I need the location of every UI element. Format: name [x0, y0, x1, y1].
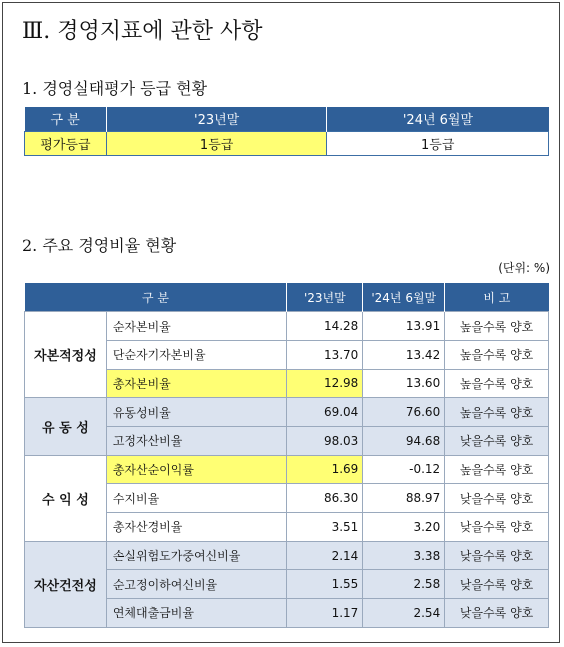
ratio-value-23: 98.03: [287, 426, 363, 455]
rating-header-category: 구 분: [25, 107, 107, 131]
ratio-note: 높을수록 양호: [445, 455, 549, 484]
ratio-value-23: 2.14: [287, 541, 363, 570]
unit-label: (단위: %): [498, 261, 550, 275]
ratio-item: 총자본비율: [106, 369, 287, 398]
section2-heading: 2. 주요 경영비율 현황: [22, 236, 177, 255]
group-label: 자산건전성: [25, 541, 107, 627]
ratio-value-23: 3.51: [287, 513, 363, 542]
ratio-value-23: 1.17: [287, 599, 363, 628]
ratio-item: 총자산경비율: [106, 513, 287, 542]
ratio-value-23: 12.98: [287, 369, 363, 398]
rating-table: [24, 107, 549, 156]
section1-heading: 1. 경영실태평가 등급 현황: [22, 79, 208, 98]
rating-header-24: '24년 6월말: [327, 107, 549, 131]
ratio-value-23: 14.28: [287, 312, 363, 341]
group-label: 수 익 성: [25, 455, 107, 541]
ratio-item: 수지비율: [106, 484, 287, 513]
ratio-note: 높을수록 양호: [445, 398, 549, 427]
ratio-note: 낮을수록 양호: [445, 541, 549, 570]
ratio-value-23: 1.55: [287, 570, 363, 599]
rating-value-24: 1등급: [327, 131, 549, 155]
rating-label: 평가등급: [25, 131, 107, 155]
ratio-value-23: 13.70: [287, 340, 363, 369]
ratio-item: 총자산순이익률: [106, 455, 287, 484]
rating-value-23: 1등급: [106, 131, 327, 155]
ratio-value-24: 88.97: [363, 484, 445, 513]
ratio-value-24: 13.42: [363, 340, 445, 369]
ratio-value-24: -0.12: [363, 455, 445, 484]
ratio-header-note: 비 고: [445, 283, 549, 312]
ratio-value-24: 13.91: [363, 312, 445, 341]
ratio-value-24: 76.60: [363, 398, 445, 427]
ratio-value-24: 94.68: [363, 426, 445, 455]
table-row: [25, 312, 549, 341]
table-row: [25, 541, 549, 570]
group-label: 유 동 성: [25, 398, 107, 455]
ratio-item: 단순자기자본비율: [106, 340, 287, 369]
ratio-note: 높을수록 양호: [445, 340, 549, 369]
ratio-note: 높을수록 양호: [445, 369, 549, 398]
ratio-note: 높을수록 양호: [445, 312, 549, 341]
ratio-note: 낮을수록 양호: [445, 599, 549, 628]
ratio-value-24: 13.60: [363, 369, 445, 398]
ratio-value-23: 86.30: [287, 484, 363, 513]
ratio-item: 순자본비율: [106, 312, 287, 341]
ratio-item: 유동성비율: [106, 398, 287, 427]
ratio-value-24: 2.58: [363, 570, 445, 599]
ratio-note: 낮을수록 양호: [445, 570, 549, 599]
ratio-value-24: 2.54: [363, 599, 445, 628]
page-title: Ⅲ. 경영지표에 관한 사항: [22, 19, 263, 44]
rating-header-23: '23년말: [106, 107, 327, 131]
group-label: 자본적정성: [25, 312, 107, 398]
ratio-note: 낮을수록 양호: [445, 484, 549, 513]
ratio-table: [24, 283, 549, 628]
ratio-value-24: 3.20: [363, 513, 445, 542]
ratio-header-category: 구 분: [25, 283, 287, 312]
ratio-item: 손실위험도가중여신비율: [106, 541, 287, 570]
table-row: [25, 455, 549, 484]
ratio-value-23: 69.04: [287, 398, 363, 427]
table-row: [25, 398, 549, 427]
ratio-item: 고정자산비율: [106, 426, 287, 455]
ratio-header-24: '24년 6월말: [363, 283, 445, 312]
ratio-note: 낮을수록 양호: [445, 426, 549, 455]
ratio-item: 순고정이하여신비율: [106, 570, 287, 599]
ratio-note: 낮을수록 양호: [445, 513, 549, 542]
ratio-header-23: '23년말: [287, 283, 363, 312]
ratio-value-23: 1.69: [287, 455, 363, 484]
ratio-value-24: 3.38: [363, 541, 445, 570]
ratio-item: 연체대출금비율: [106, 599, 287, 628]
